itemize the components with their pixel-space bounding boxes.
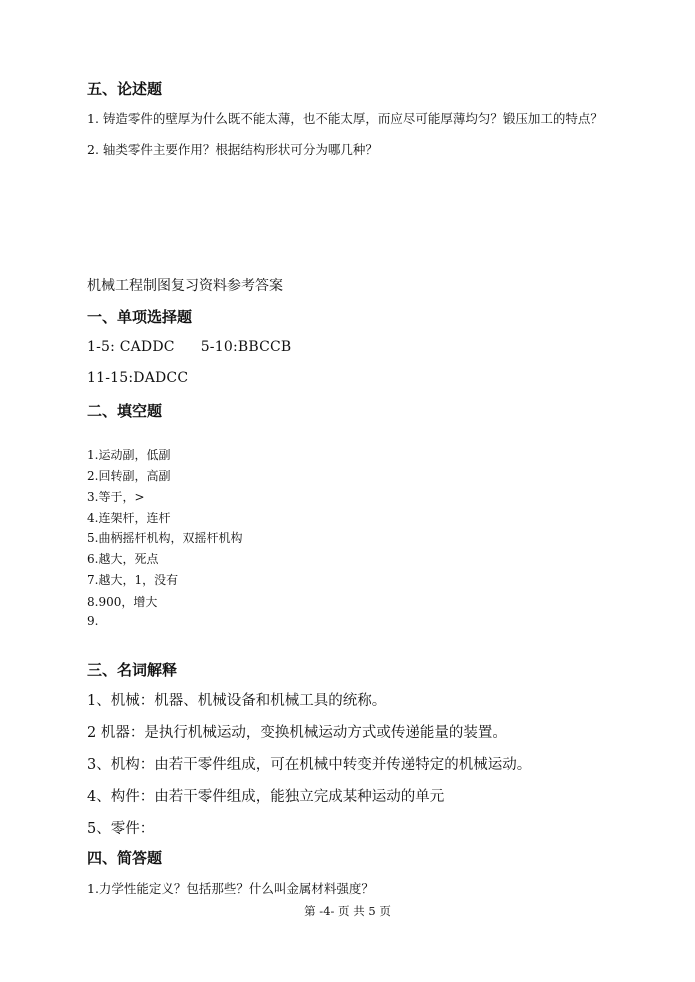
single-choice-answers-11-15: 11-15:DADCC bbox=[87, 370, 189, 386]
essay-heading: 五、论述题 bbox=[87, 80, 163, 98]
fill-blank-item: 8.900，增大 bbox=[87, 595, 158, 609]
single-choice-answers-1-5: 1-5: CADDC bbox=[87, 339, 175, 355]
fill-blank-item: 5.曲柄摇杆机构，双摇杆机构 bbox=[87, 531, 243, 545]
page-footer: 第 -4- 页 共 5 页 bbox=[304, 904, 391, 918]
fill-blank-item: 9. bbox=[87, 614, 99, 628]
short-answer-question-1: 1.力学性能定义？包括那些？什么叫金属材料强度？ bbox=[87, 881, 374, 896]
fill-blank-item: 6.越大，死点 bbox=[87, 552, 159, 566]
essay-question-2: 2. 轴类零件主要作用？根据结构形状可分为哪几种？ bbox=[87, 142, 378, 157]
fill-blank-item: 3.等于，> bbox=[87, 490, 145, 504]
term-item: 1、机械：机器、机械设备和机械工具的统称。 bbox=[87, 693, 387, 709]
fill-blank-heading: 二、填空题 bbox=[87, 402, 163, 420]
short-answer-heading: 四、简答题 bbox=[87, 849, 163, 867]
fill-blank-item: 2.回转副，高副 bbox=[87, 469, 171, 483]
terms-heading: 三、名词解释 bbox=[87, 661, 178, 679]
fill-blank-item: 4.连架杆，连杆 bbox=[87, 511, 171, 525]
single-choice-row-1 bbox=[87, 339, 291, 355]
fill-blank-item: 1.运动副，低副 bbox=[87, 448, 171, 462]
term-item: 5、零件： bbox=[87, 821, 155, 837]
answers-title: 机械工程制图复习资料参考答案 bbox=[87, 278, 283, 294]
term-item: 2 机器：是执行机械运动，变换机械运动方式或传递能量的装置。 bbox=[87, 725, 507, 741]
single-choice-heading: 一、单项选择题 bbox=[87, 308, 193, 326]
essay-question-1: 1. 铸造零件的壁厚为什么既不能太薄，也不能太厚，而应尽可能厚薄均匀？锻压加工的特点？ bbox=[87, 111, 603, 126]
term-item: 3、机构：由若干零件组成，可在机械中转变并传递特定的机械运动。 bbox=[87, 757, 532, 773]
single-choice-answers-5-10: 5-10:BBCCB bbox=[200, 339, 292, 355]
term-item: 4、构件：由若干零件组成，能独立完成某种运动的单元 bbox=[87, 789, 445, 805]
fill-blank-item: 7.越大，1，没有 bbox=[87, 573, 179, 587]
